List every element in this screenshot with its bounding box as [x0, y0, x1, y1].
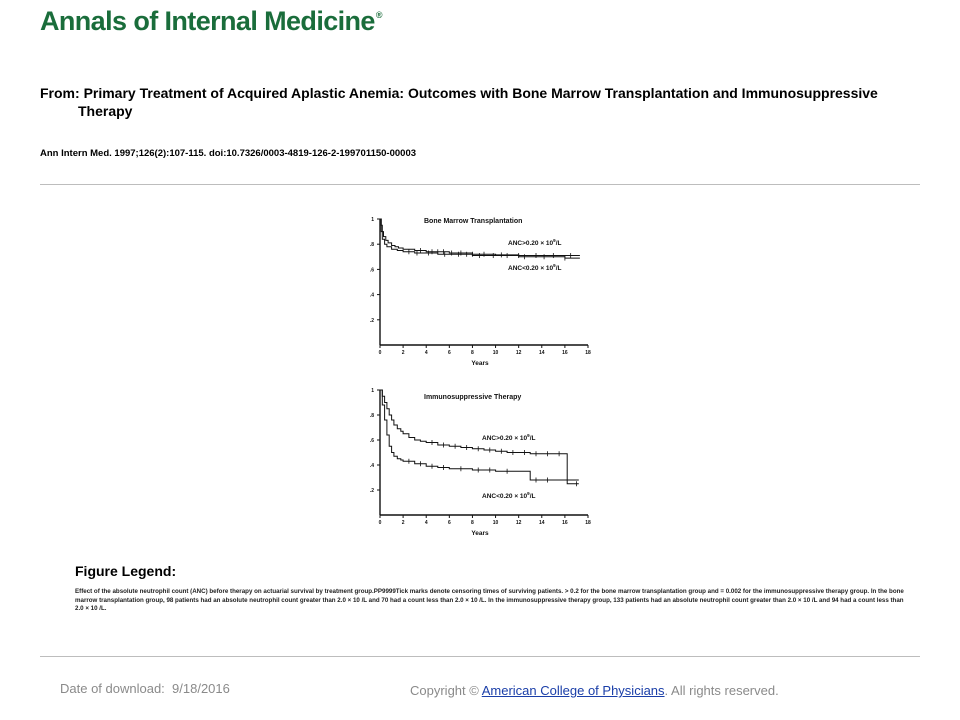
journal-logo [40, 6, 382, 37]
divider-top [40, 184, 920, 185]
chart2-y-tick-label: .4 [369, 463, 374, 469]
chart1-x-axis-label: Years [471, 360, 489, 367]
chart1-y-tick-label: .8 [369, 242, 374, 249]
chart2-x-axis-label: Years [471, 530, 489, 537]
chart2-series-2-label: $ANC<0.20 \times 10^9/L$ [482, 491, 536, 500]
chart2-x-tick-label: 0 [378, 520, 382, 526]
chart1-x-tick-label: 12 [515, 350, 522, 356]
chart2-x-tick-label: 2 [401, 520, 405, 526]
chart2-series-1-label: $ANC>0.20 \times 10^9/L$ [482, 433, 536, 442]
publisher-link[interactable]: American College of Physicians [481, 683, 665, 698]
copyright-suffix: . All rights reserved. [664, 683, 779, 698]
chart2-series-2-line [380, 390, 579, 480]
download-date-value: 9/18/2016 [172, 681, 230, 696]
chart2-title: Immunosuppressive Therapy [424, 394, 522, 401]
chart1-y-tick-label: .6 [369, 267, 374, 274]
download-date [60, 681, 230, 696]
article-title-text: Primary Treatment of Acquired Aplastic Anemia: Outcomes with Bone Marrow Transplantation and Immunosuppressive Therapy [78, 85, 878, 119]
chart2-x-tick-label: 14 [538, 520, 545, 526]
chart1-x-tick-label: 6 [447, 350, 451, 356]
chart1-series-2-label: $ANC<0.20 \times 10^9/L$ [508, 263, 562, 272]
chart1-y-tick-label: 1 [371, 217, 374, 223]
figure-legend-text: Effect of the absolute neutrophil count (ANC) before therapy on actuarial survival by treatment group.PP9999Tick marks denote censoring times of surviving patients. > 0.2 for the bone marrow transplantation group and = 0.002 for the immunosuppressive therapy group. In the bone marrow transplantation group, 98 patients had an absolute neutrophil count greater than 2.0 × 10 /L and 70 had a count less than 2.0 × 10 /L. In the immunosuppressive therapy group, 133 patients had an absolute neutrophil count greater than 2.0 × 10 /L and 94 had a count less than 2.0 × 10 /L. [75, 588, 904, 613]
chart2-x-tick-label: 12 [515, 520, 522, 526]
chart1-x-tick-label: 18 [585, 350, 591, 356]
chart1-x-tick-label: 14 [538, 350, 545, 356]
from-prefix: From: [40, 85, 80, 101]
copyright-prefix: Copyright © [410, 683, 479, 698]
journal-name: Annals of Internal Medicine [40, 6, 375, 36]
chart1-x-tick-label: 4 [424, 350, 428, 356]
registered-mark: ® [375, 10, 382, 20]
chart1-x-tick-label: 8 [471, 350, 474, 356]
figure [360, 208, 600, 544]
article-title [40, 84, 918, 120]
chart2-x-tick-label: 4 [424, 520, 428, 526]
survival-charts [360, 208, 600, 544]
chart1-x-tick-label: 10 [492, 350, 499, 356]
chart1-y-tick-label: .2 [369, 317, 374, 324]
chart2-x-tick-label: 10 [492, 520, 499, 526]
chart1-x-tick-label: 0 [378, 350, 382, 356]
chart1-series-1-label: $ANC>0.20 \times 10^9/L$ [508, 238, 562, 247]
chart1-y-tick-label: .4 [369, 292, 374, 299]
chart2-y-tick-label: .2 [369, 488, 374, 494]
citation: Ann Intern Med. 1997;126(2):107-115. doi:10.7326/0003-4819-126-2-199701150-00003 [40, 148, 417, 159]
figure-legend-title: Figure Legend: [75, 563, 177, 579]
copyright [410, 683, 779, 698]
chart2-y-tick-label: 1 [371, 388, 374, 394]
chart1-x-tick-label: 16 [562, 350, 568, 356]
chart2-x-tick-label: 18 [585, 520, 591, 526]
chart2-x-tick-label: 6 [447, 520, 451, 526]
chart2-x-tick-label: 8 [471, 520, 474, 526]
divider-bottom [40, 656, 920, 657]
chart1-title: Bone Marrow Transplantation [424, 218, 523, 225]
chart2-y-tick-label: .8 [369, 413, 374, 419]
download-label: Date of download: [60, 681, 165, 696]
chart1-x-tick-label: 2 [401, 350, 405, 356]
chart2-x-tick-label: 16 [562, 520, 568, 526]
chart2-y-tick-label: .6 [369, 438, 374, 444]
